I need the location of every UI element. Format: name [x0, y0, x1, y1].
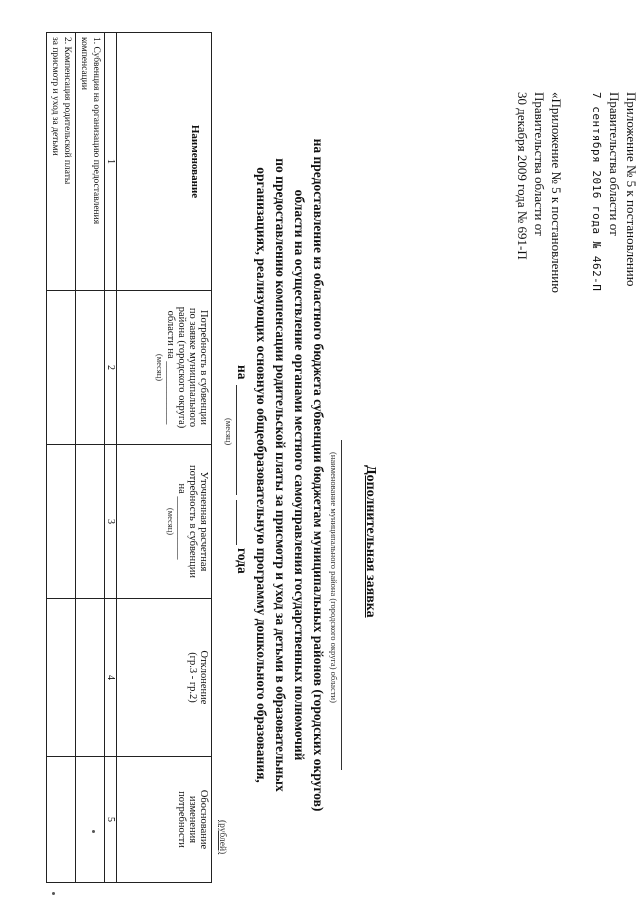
- period-suffix: года: [235, 548, 250, 574]
- purpose-line-1: на предоставление из областного бюджета субвенции бюджетам муниципальных районов (городских округов): [311, 138, 326, 812]
- row-2-deviation-cell[interactable]: [47, 599, 76, 757]
- appendix-old-line2: Правительства области от: [532, 92, 547, 236]
- appendix-new-date: 7 сентября 2016 года № 462-П: [590, 92, 603, 292]
- row-1-deviation-cell[interactable]: [76, 599, 105, 757]
- row-2-name-line2: за присмотр и уход за детьми: [50, 37, 60, 156]
- header-refined-caption: (месяц): [166, 507, 176, 536]
- header-justification-line2: изменения: [187, 795, 198, 844]
- name-caption: (наименование муниципального района (городского округа) области): [329, 452, 339, 703]
- row-2-refined-cell[interactable]: [47, 445, 76, 599]
- purpose-line-2: области на осуществление органами местного самоуправления государственных полномочий: [292, 189, 307, 761]
- period-month-blank: [236, 385, 237, 495]
- period-prefix: на: [235, 365, 250, 380]
- header-need-line1: Потребность в субвенции: [198, 309, 209, 426]
- document-title: Дополнительная заявка: [363, 465, 378, 618]
- appendix-old-line1: «Приложение № 5 к постановлению: [549, 92, 564, 293]
- month-caption: (месяц): [224, 418, 234, 446]
- header-deviation-line2: (гр.3 - гр.2): [187, 652, 198, 703]
- table-row: [76, 33, 105, 883]
- period-year-blank: [236, 500, 237, 545]
- column-number: 1: [105, 33, 117, 291]
- row-1-refined-cell[interactable]: [76, 445, 105, 599]
- row-1-name: [76, 33, 105, 291]
- row-1-justification-cell[interactable]: [76, 757, 105, 883]
- row-2-justification-cell[interactable]: [47, 757, 76, 883]
- name-blank-line: [341, 440, 342, 770]
- header-deviation: [117, 599, 212, 757]
- subvention-table: [46, 32, 212, 883]
- header-justification-line3: потребности: [176, 791, 187, 848]
- header-deviation-line1: Отклонение: [198, 650, 209, 705]
- header-justification-line1: Обоснование: [198, 789, 209, 850]
- purpose-line-3: по предоставлению компенсации родительской платы за присмотр и уход за детьми в образовательных: [273, 158, 288, 792]
- units-label: (рублей): [217, 820, 227, 855]
- purpose-line-4: организациях, реализующих основную общеобразовательную программу дошкольного образования,: [254, 167, 269, 783]
- column-number-row: [105, 33, 117, 883]
- scan-speck: [52, 892, 55, 895]
- appendix-old-date: 30 декабря 2009 года № 691-П: [515, 92, 530, 260]
- row-1-name-line1: 1. Субвенция на организацию предоставления: [91, 37, 101, 225]
- header-need: [117, 291, 212, 445]
- column-number: 3: [105, 445, 117, 599]
- table-header-row: [117, 33, 212, 883]
- header-need-caption: (месяц): [155, 353, 165, 382]
- table-row: [47, 33, 76, 883]
- header-need-line3: района (городского округа): [176, 306, 187, 429]
- row-2-need-cell[interactable]: [47, 291, 76, 445]
- column-number: 4: [105, 599, 117, 757]
- header-need-line2: по заявке муниципального: [187, 307, 198, 428]
- column-number: 5: [105, 757, 117, 883]
- scan-speck: [92, 830, 95, 833]
- header-refined-line2: потребность в субвенции: [187, 464, 198, 579]
- header-refined-line1: Уточненная расчетная: [198, 471, 209, 572]
- column-number: 2: [105, 291, 117, 445]
- row-2-name: [47, 33, 76, 291]
- row-1-name-line2: компенсации: [79, 37, 89, 90]
- row-2-name-line1: 2. Компенсация родительской платы: [62, 37, 72, 185]
- header-justification: [117, 757, 212, 883]
- header-name: Наименование: [117, 33, 212, 291]
- appendix-new-line2: Правительства области от: [607, 92, 622, 236]
- header-refined: [117, 445, 212, 599]
- row-1-need-cell[interactable]: [76, 291, 105, 445]
- appendix-new-line1: Приложение № 5 к постановлению: [624, 92, 639, 287]
- purpose-text: [252, 60, 328, 890]
- header-refined-line3: на ____________: [176, 483, 187, 560]
- header-need-line4: области на ____________: [165, 310, 176, 425]
